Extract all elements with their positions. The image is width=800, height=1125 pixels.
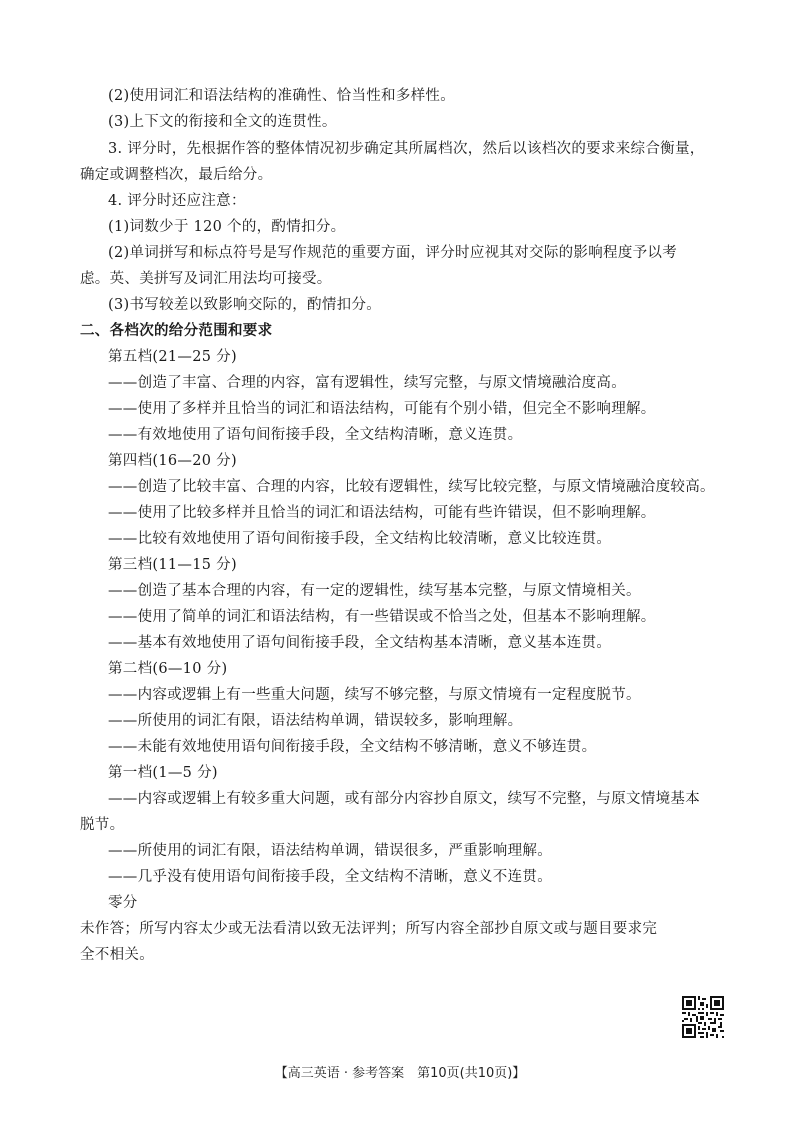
grade-criterion: ——内容或逻辑上有一些重大问题，续写不够完整，与原文情境有一定程度脱节。: [108, 687, 641, 703]
section-heading: 二、各档次的给分范围和要求: [80, 323, 273, 339]
zero-criterion: 未作答；所写内容太少或无法看清以致无法评判；所写内容全部抄自原文或与题目要求完: [80, 921, 658, 937]
qr-code-icon: [682, 996, 724, 1038]
rule-line: 4. 评分时还应注意：: [108, 193, 246, 209]
note-line: (2)单词拼写和标点符号是写作规范的重要方面，评分时应视其对交际的影响程度予以考: [108, 245, 678, 261]
grade-criterion: ——比较有效地使用了语句间衔接手段，全文结构比较清晰，意义比较连贯。: [108, 531, 612, 547]
grade-criterion: ——使用了比较多样并且恰当的词汇和语法结构，可能有些许错误，但不影响理解。: [108, 505, 656, 521]
criterion-line: (2)使用词汇和语法结构的准确性、恰当性和多样性。: [108, 88, 456, 104]
grade-criterion: ——内容或逻辑上有较多重大问题，或有部分内容抄自原文，续写不完整，与原文情境基本: [108, 791, 700, 807]
grade-criterion: ——基本有效地使用了语句间衔接手段，全文结构基本清晰，意义基本连贯。: [108, 635, 612, 651]
note-line: (3)书写较差以致影响交际的，酌情扣分。: [108, 297, 382, 313]
grade-criterion: ——有效地使用了语句间衔接手段，全文结构清晰，意义连贯。: [108, 427, 523, 443]
grade-criterion: ——几乎没有使用语句间衔接手段，全文结构不清晰，意义不连贯。: [108, 869, 552, 885]
grade-criterion: ——创造了丰富、合理的内容，富有逻辑性，续写完整，与原文情境融洽度高。: [108, 375, 626, 391]
grade-heading: 第一档(1—5 分): [108, 765, 218, 781]
grade-criterion: ——所使用的词汇有限，语法结构单调，错误很多，严重影响理解。: [108, 843, 552, 859]
criterion-line: (3)上下文的衔接和全文的连贯性。: [108, 114, 337, 130]
rule-line: 3. 评分时，先根据作答的整体情况初步确定其所属档次，然后以该档次的要求来综合衡量，: [108, 141, 705, 157]
grade-criterion: ——创造了比较丰富、合理的内容，比较有逻辑性，续写比较完整，与原文情境融洽度较高。: [108, 479, 715, 495]
grade-heading: 第二档(6—10 分): [108, 661, 228, 677]
grade-heading: 第五档(21—25 分): [108, 349, 237, 365]
note-line: (1)词数少于 120 个的，酌情扣分。: [108, 219, 346, 235]
note-line-cont: 虑。英、美拼写及词汇用法均可接受。: [80, 271, 332, 287]
grade-criterion: ——使用了多样并且恰当的词汇和语法结构，可能有个别小错，但完全不影响理解。: [108, 401, 656, 417]
grade-heading: 第三档(11—15 分): [108, 557, 237, 573]
grade-criterion: ——创造了基本合理的内容，有一定的逻辑性，续写基本完整，与原文情境相关。: [108, 583, 641, 599]
grade-heading: 第四档(16—20 分): [108, 453, 237, 469]
rule-line-cont: 确定或调整档次，最后给分。: [80, 167, 273, 183]
grade-heading-zero: 零分: [108, 895, 138, 911]
page-footer: 【高三英语 · 参考答案 第10页(共10页)】: [274, 1066, 526, 1081]
zero-criterion-cont: 全不相关。: [80, 947, 154, 963]
grade-criterion-cont: 脱节。: [80, 817, 125, 833]
grade-criterion: ——所使用的词汇有限，语法结构单调，错误较多，影响理解。: [108, 713, 523, 729]
grade-criterion: ——未能有效地使用语句间衔接手段，全文结构不够清晰，意义不够连贯。: [108, 739, 597, 755]
grade-criterion: ——使用了简单的词汇和语法结构，有一些错误或不恰当之处，但基本不影响理解。: [108, 609, 656, 625]
